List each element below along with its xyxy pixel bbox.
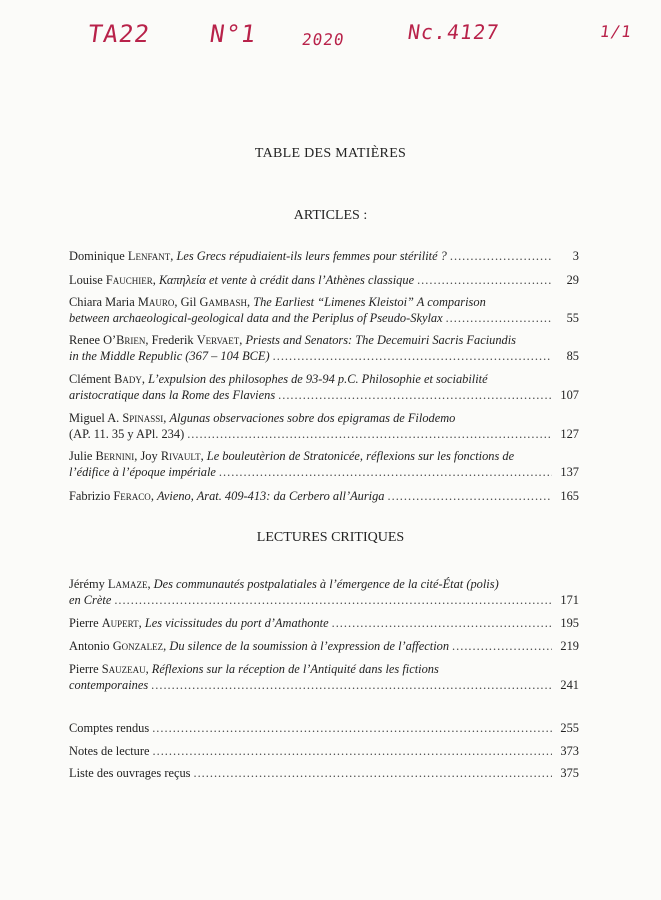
page-number: 3: [572, 249, 579, 263]
toc-entry[interactable]: Jérémy Lamaze, Des communautés postpalatiales à l’émergence de la cité-État (polis) en Crète ..... 171: [69, 576, 579, 608]
toc-entry[interactable]: Pierre Sauzeau, Réflexions sur la réception de l’Antiquité dans les fictions contemporaines ..... 241: [69, 661, 579, 693]
page-number: 137: [560, 465, 579, 479]
toc-entry[interactable]: Pierre Aupert, Les vicissitudes du port d’Amathonte ..... 195: [69, 615, 579, 631]
handwritten-ref: TA22: [86, 20, 152, 48]
page-number: 255: [560, 721, 579, 735]
toc-entry[interactable]: Clément Bady, L’expulsion des philosophes de 93-94 p.C. Philosophie et sociabilité aristocratique dans la Rome des Flaviens ..... 107: [69, 371, 579, 403]
handwritten-year: 2020: [300, 30, 346, 49]
handwritten-fraction: 1/1: [598, 22, 634, 41]
toc-entry[interactable]: Notes de lecture ..... 373: [69, 743, 579, 759]
toc-entry[interactable]: Miguel A. Spinassi, Algunas observaciones sobre dos epigramas de Filodemo (AP. 11. 35 y APl. 234) ..... 127: [69, 410, 579, 442]
page-number: 171: [560, 593, 579, 607]
page-number: 107: [560, 388, 579, 402]
page-number: 219: [560, 639, 579, 653]
handwritten-code: Nc.4127: [406, 20, 501, 44]
page-number: 127: [560, 427, 579, 441]
toc-entry[interactable]: Julie Bernini, Joy Rivault, Le bouleutèrion de Stratonicée, réflexions sur les fonctions de l’édifice à l’époque impériale ..... 137: [69, 448, 579, 480]
page-number: 195: [560, 616, 579, 630]
toc-entry[interactable]: Renee O’Brien, Frederik Vervaet, Priests and Senators: The Decemuiri Sacris Faciundis in the Middle Republic (367 – 104 BCE) ..... 85: [69, 332, 579, 364]
toc-entry[interactable]: Liste des ouvrages reçus ..... 375: [69, 765, 579, 781]
toc-entry[interactable]: Comptes rendus ..... 255: [69, 720, 579, 736]
page-number: 29: [566, 273, 579, 287]
toc-entry[interactable]: Louise Fauchier, Καπηλεία et vente à crédit dans l’Athènes classique ..... 29: [69, 272, 579, 288]
page-number: 373: [560, 744, 579, 758]
page-number: 375: [560, 766, 579, 780]
toc-entry[interactable]: Antonio Gonzalez, Du silence de la soumission à l’expression de l’affection ..... 219: [69, 638, 579, 654]
page-number: 55: [566, 311, 579, 325]
toc-entry[interactable]: Dominique Lenfant, Les Grecs répudiaient-ils leurs femmes pour stérilité ? ..... 3: [69, 248, 579, 264]
section-heading-articles: ARTICLES :: [293, 208, 368, 223]
page-number: 85: [566, 349, 579, 363]
page-number: 165: [560, 489, 579, 503]
page-number: 241: [560, 678, 579, 692]
handwritten-number: N°1: [208, 20, 259, 48]
toc-entry[interactable]: Chiara Maria Mauro, Gil Gambash, The Earliest “Limenes Kleistoi” A comparison between archaeological-geological data and the Periplus of Pseudo-Skylax ..... 55: [69, 294, 579, 326]
section-heading-lectures: LECTURES CRITIQUES: [256, 530, 405, 545]
page-title: TABLE DES MATIÈRES: [254, 146, 407, 161]
toc-entry[interactable]: Fabrizio Feraco, Avieno, Arat. 409-413: da Cerbero all’Auriga ..... 165: [69, 488, 579, 504]
